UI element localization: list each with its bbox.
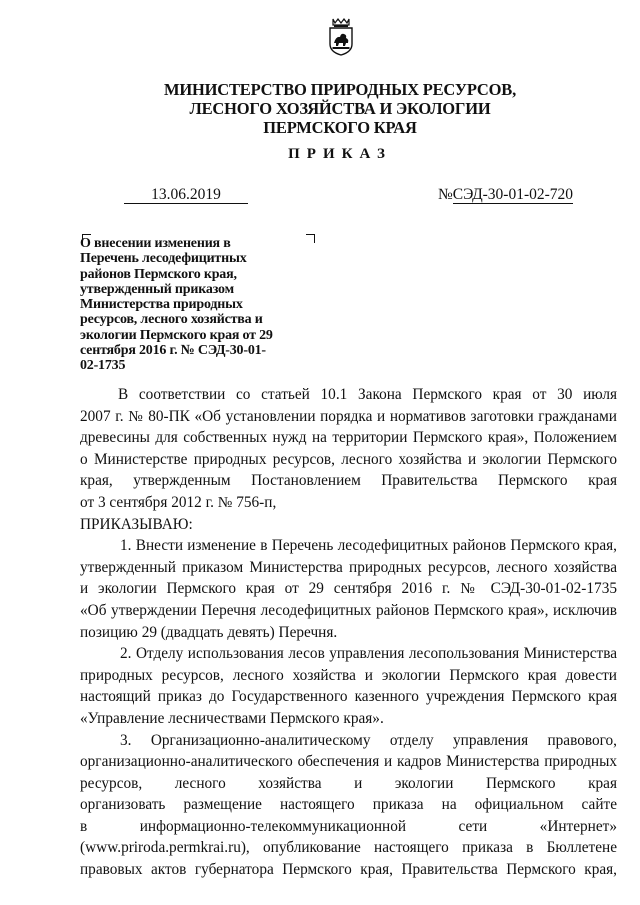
body-line: ресурсов, лесного хозяйства и экологии Пермского края	[80, 774, 617, 792]
body-line: в информационно-телекоммуникационной сети «Интернет»	[80, 817, 617, 835]
subject-line: Министерства природных	[80, 297, 243, 313]
subject-line: экологии Пермского края от 29	[80, 327, 273, 343]
body-line: 2. Отделу использования лесов управления лесопользования Министерства	[120, 645, 617, 663]
body-line: организационно-аналитического обеспечения и кадров Министерства природных	[80, 753, 617, 771]
subject-line: Перечень лесодефицитных	[80, 251, 247, 267]
body-line: (www.priroda.permkrai.ru), опубликование настоящего приказа в Бюллетене	[80, 839, 617, 857]
subject-line: сентября 2016 г. № СЭД-30-01-	[80, 343, 266, 359]
subject-line: утвержденный приказом	[80, 281, 234, 297]
body-line: «Об утверждении Перечня лесодефицитных районов Пермского края», исключив	[80, 601, 617, 619]
body-line: позицию 29 (двадцать девять) Перечня.	[80, 623, 338, 641]
coat-of-arms-icon	[326, 16, 356, 56]
body-line: правовых актов губернатора Пермского края, Правительства Пермского края,	[80, 861, 617, 879]
ministry-name-line: ЛЕСНОГО ХОЗЯЙСТВА И ЭКОЛОГИИ	[189, 99, 491, 118]
ministry-name-line: ПЕРМСКОГО КРАЯ	[263, 118, 417, 137]
subject-line: 02-1735	[80, 358, 126, 374]
body-line: о Министерстве природных ресурсов, лесного хозяйства и экологии Пермского	[80, 450, 617, 468]
body-line: 3. Организационно-аналитическому отделу управления правового,	[120, 731, 617, 749]
body-line: настоящий приказ до Государственного казенного учреждения Пермского края	[80, 688, 617, 706]
body-line: 2007 г. № 80-ПК «Об установлении порядка и нормативов заготовки гражданами	[80, 407, 617, 425]
document-type: ПРИКАЗ	[288, 146, 392, 162]
body-line: и экологии Пермского края от 29 сентября 2016 г. № СЭД-30-01-02-1735	[80, 580, 617, 598]
subject-line: ресурсов, лесного хозяйства и	[80, 312, 263, 328]
body-line: от 3 сентября 2012 г. № 756-п,	[80, 493, 277, 511]
document-body	[80, 384, 617, 881]
body-line: природных ресурсов, лесного хозяйства и экологии Пермского края довести	[80, 666, 617, 684]
ministry-name	[150, 80, 530, 137]
body-line: древесины для собственных нужд на территории Пермского края», Положением	[80, 429, 617, 447]
body-line: края, утвержденным Постановлением Правительства Пермского края	[80, 472, 617, 490]
body-line: В соответствии со статьей 10.1 Закона Пермского края от 30 июля	[118, 386, 617, 403]
document-number-value: СЭД-30-01-02-720	[452, 186, 574, 203]
body-line: 1. Внести изменение в Перечень лесодефицитных районов Пермского края,	[120, 537, 617, 555]
document-number	[438, 186, 573, 203]
document-date: 13.06.2019	[124, 186, 248, 204]
order-keyword: ПРИКАЗЫВАЮ:	[80, 515, 193, 533]
subject-line: О внесении изменения в	[80, 236, 231, 251]
body-line: «Управление лесничествами Пермского края».	[80, 709, 384, 727]
body-line: утвержденный приказом Министерства природных ресурсов, лесного хозяйства	[80, 558, 617, 576]
document-subject	[80, 236, 310, 374]
body-line: организовать размещение настоящего приказа на официальном сайте	[80, 796, 617, 814]
number-sign: №	[438, 186, 453, 203]
ministry-name-line: МИНИСТЕРСТВО ПРИРОДНЫХ РЕСУРСОВ,	[164, 80, 516, 99]
subject-line: районов Пермского края,	[80, 266, 237, 282]
